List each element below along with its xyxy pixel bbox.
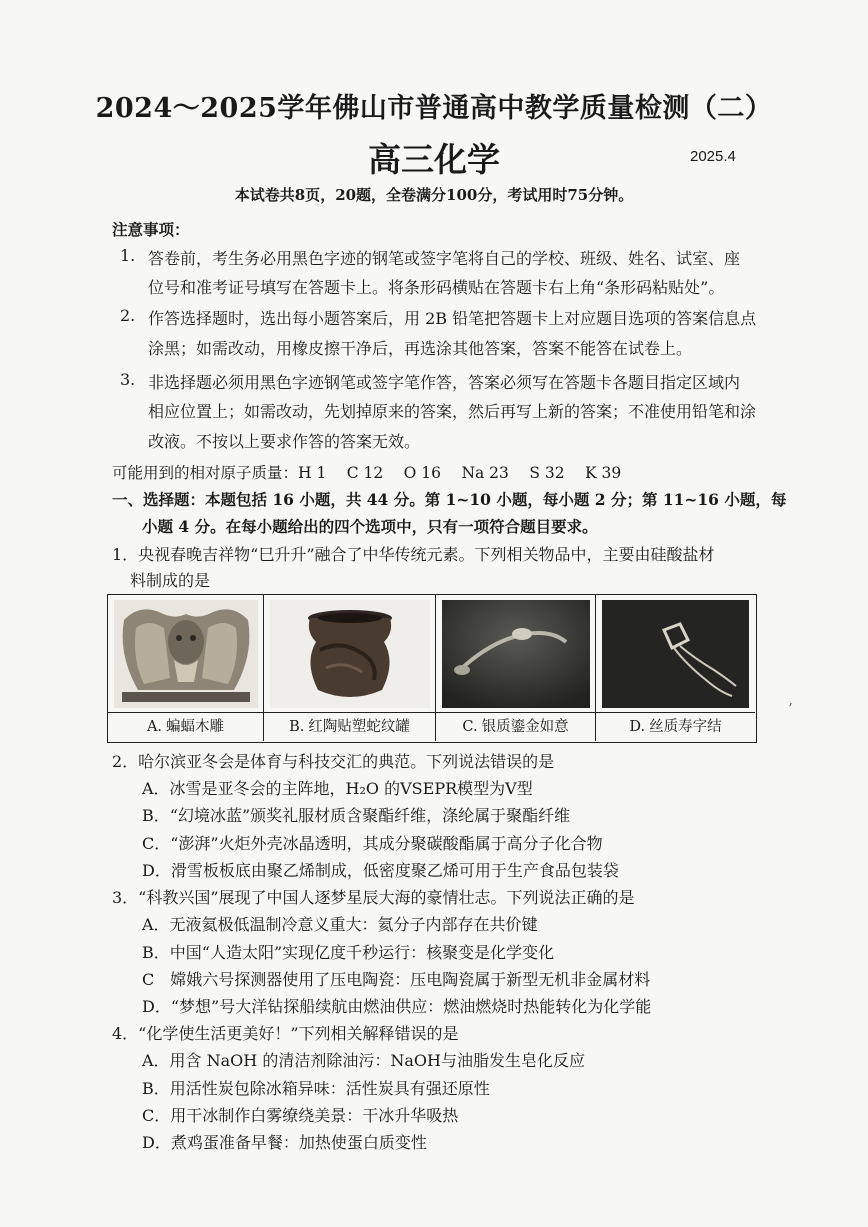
question-option: D．煮鸡蛋准备早餐：加热使蛋白质变性: [142, 1133, 427, 1152]
note-line: 涂黑；如需改动，用橡皮擦干净后，再选涂其他答案，答案不能答在试卷上。: [148, 339, 693, 358]
question-option: A．无液氦极低温制冷意义重大：氦分子内部存在共价键: [142, 915, 538, 934]
option-caption-b: [264, 712, 435, 742]
note-number: 1.: [120, 246, 136, 265]
question-option: C．用干冰制作白雾缭绕美景：干冰升华吸热: [142, 1106, 459, 1125]
option-text: 蝙蝠木雕: [166, 719, 225, 735]
option-cell-c: [436, 595, 596, 741]
silk-knot-image: [602, 600, 749, 708]
question-stem: 4．“化学使生活更美好！”下列相关解释错误的是: [112, 1024, 459, 1043]
pottery-jar-image: [270, 600, 430, 708]
question-option: B．“幻境冰蓝”颁奖礼服材质含聚酯纤维，涤纶属于聚酯纤维: [142, 806, 571, 825]
note-line: 相应位置上；如需改动，先划掉原来的答案，然后再写上新的答案；不准使用铅笔和涂: [148, 402, 757, 421]
bat-wood-carving-image: [114, 600, 258, 708]
exam-date: 2025.4: [690, 148, 736, 165]
note-line: 答卷前，考生务必用黑色字迹的钢笔或签字笔将自己的学校、班级、姓名、试室、座: [148, 249, 741, 268]
option-text: 丝质寿字结: [649, 719, 722, 735]
exam-info: 本试卷共8页，20题，全卷满分100分，考试用时75分钟。: [234, 186, 634, 204]
exam-title: 2024～2025学年佛山市普通高中教学质量检测（二）: [95, 93, 773, 124]
note-line: 作答选择题时，选出每小题答案后，用 2B 铅笔把答题卡上对应题目选项的答案信息点: [148, 309, 757, 328]
option-caption-a: [108, 712, 263, 742]
q1-figure-table: [107, 594, 757, 743]
note-number: 2.: [120, 306, 136, 325]
option-text: 银质鎏金如意: [481, 719, 569, 735]
note-number: 3.: [120, 370, 136, 389]
option-caption-d: [596, 712, 755, 742]
option-letter: A.: [146, 719, 163, 735]
question-option: B．中国“人造太阳”实现亿度千秒运行：核聚变是化学变化: [142, 943, 555, 962]
note-line: 非选择题必须用黑色字迹钢笔或签字笔作答，答案必须写在答题卡各题目指定区域内: [148, 373, 741, 392]
option-letter: B.: [289, 719, 305, 735]
question-stem: 3．“科教兴国”展现了中国人逐梦星辰大海的豪情壮志。下列说法正确的是: [112, 888, 635, 907]
option-text: 红陶贴塑蛇纹罐: [308, 719, 410, 735]
question-stem: 2．哈尔滨亚冬会是体育与科技交汇的典范。下列说法错误的是: [112, 752, 555, 771]
atomic-masses: 可能用到的相对原子质量：H 1 C 12 O 16 Na 23 S 32 K 39: [112, 464, 622, 482]
question-option: C．“澎湃”火炬外壳冰晶透明，其成分聚碳酸酯属于高分子化合物: [142, 834, 603, 853]
section-heading-line1: 一、选择题：本题包括 16 小题，共 44 分。第 1~10 小题，每小题 2 分；第 11~16 小题，每: [112, 490, 787, 509]
subject-title: 高三化学: [368, 140, 500, 179]
option-cell-a: [108, 595, 264, 741]
section-heading-line2: 小题 4 分。在每小题给出的四个选项中，只有一项符合题目要求。: [142, 517, 598, 536]
question-option: A．用含 NaOH 的清洁剂除油污：NaOH与油脂发生皂化反应: [142, 1051, 585, 1070]
option-letter: C.: [462, 719, 478, 735]
question-option: A．冰雪是亚冬会的主阵地，H₂O 的VSEPR模型为V型: [142, 779, 533, 798]
question-option: D．“梦想”号大洋钻探船续航由燃油供应：燃油燃烧时热能转化为化学能: [142, 997, 652, 1016]
question-option: B．用活性炭包除冰箱异味：活性炭具有强还原性: [142, 1079, 490, 1098]
question-option: D．滑雪板板底由聚乙烯制成，低密度聚乙烯可用于生产食品包装袋: [142, 861, 619, 880]
option-caption-c: [436, 712, 595, 742]
option-letter: D.: [629, 719, 646, 735]
option-cell-b: [264, 595, 436, 741]
note-line: 改液。不按以上要求作答的答案无效。: [148, 432, 421, 451]
option-cell-d: [596, 595, 755, 741]
question-stem: 料制成的是: [130, 571, 211, 590]
question-option: C 嫦娥六号探测器使用了压电陶瓷：压电陶瓷属于新型无机非金属材料: [142, 970, 651, 989]
silver-ruyi-image: [442, 600, 590, 708]
margin-mark: ʼ: [788, 702, 793, 717]
notes-heading: 注意事项：: [112, 220, 190, 239]
question-stem: 1．央视春晚吉祥物“巳升升”融合了中华传统元素。下列相关物品中，主要由硅酸盐材: [112, 545, 715, 564]
note-line: 位号和准考证号填写在答题卡上。将条形码横贴在答题卡右上角“条形码粘贴处”。: [148, 278, 725, 297]
